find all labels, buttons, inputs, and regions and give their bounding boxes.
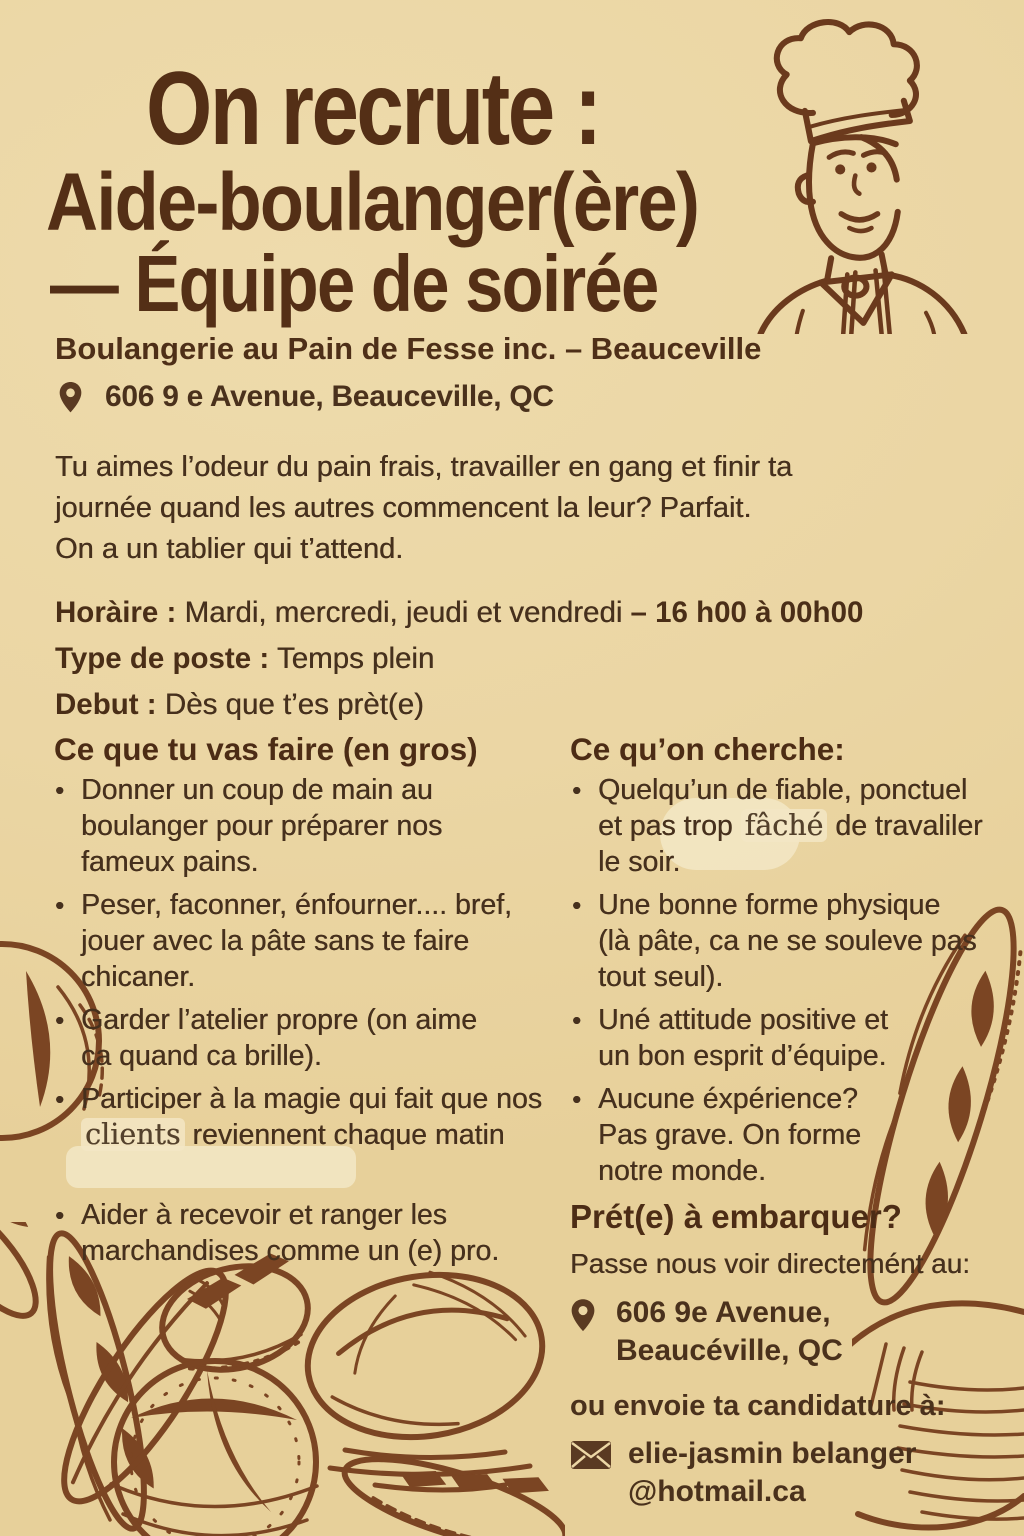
bullet-dot: [572, 1081, 598, 1189]
location-pin-icon: [58, 381, 83, 414]
list-item: • Uné attitude positive et un bon esprit d’équipe.: [572, 1002, 1012, 1074]
schedule-line: Horàire : Mardi, mercredi, jeudi et vendredi – 16 h00 à 00h00: [55, 596, 864, 629]
cta-heading: Prét(e) à embarquer?: [570, 1198, 902, 1235]
job-details: [55, 590, 863, 728]
call-to-action: [570, 1198, 1020, 1511]
start-date-line: Debut : Dès que t’es prèt(e): [55, 688, 424, 721]
list-item: • Aider à recevoir et ranger les marchandises comme un (e) pro.: [55, 1197, 555, 1269]
poster-title-line1: On recrute :: [146, 51, 600, 167]
list-item: • Participer à la magie qui fait que nos clients reviennent chaque matin: [55, 1081, 555, 1153]
list-item: • Aucune éxpérience? Pas grave. On forme notre monde.: [572, 1081, 1012, 1189]
bullet-dot: [572, 1002, 598, 1074]
cta-or-line: ou envoie ta candidature à:: [570, 1390, 946, 1422]
left-column-heading: Ce que tu vas faire (en gros): [54, 731, 478, 767]
list-item: • Donner un coup de main au boulanger pour préparer nos fameux pains.: [55, 772, 555, 880]
poster-title-line2: Aide-boulanger(ère): [46, 157, 699, 248]
job-type-line: Type de poste : Temps plein: [55, 642, 435, 675]
serif-artifact-word: clients: [81, 1118, 185, 1151]
cta-email-row: [570, 1435, 1020, 1511]
list-item: • Garder l’atelier propre (on aime ca quand ca brille).: [55, 1002, 555, 1074]
bullet-dot: [572, 772, 598, 880]
location-pin-icon: [570, 1298, 596, 1333]
list-item: • Peser, faconner, énfourner.... bref, jouer avec la pâte sans te faire chicaner.: [55, 887, 555, 995]
poster-title-line3: — Équipe de soirée: [50, 239, 658, 328]
cta-email-text: elie-jasmin belanger @hotmail.ca: [628, 1437, 917, 1508]
cta-address-row: [570, 1294, 1020, 1370]
address-row: [58, 380, 554, 414]
bullet-dot: [55, 1002, 81, 1074]
envelope-icon: [570, 1440, 612, 1470]
tasks-list: [55, 772, 555, 1276]
company-name: Boulangerie au Pain de Fesse inc. – Beauceville: [55, 331, 762, 366]
bullet-dot: [55, 772, 81, 880]
intro-line: Tu aimes l’odeur du pain frais, travailler en gang et finir ta: [55, 451, 793, 483]
cta-visit-line: Passe nous voir directemént au:: [570, 1248, 970, 1279]
intro-line: journée quand les autres commencent la leur? Parfait.: [55, 492, 752, 524]
bullet-dot: [55, 1081, 81, 1153]
list-item: • Quelqu’un de fiable, ponctuel et pas trop fâché de travaliler le soir.: [572, 772, 1012, 880]
serif-artifact-word: fâché: [741, 809, 828, 842]
bullet-dot: [55, 887, 81, 995]
baker-illustration: [742, 16, 1000, 334]
list-item: • Une bonne forme physique (là pâte, ca ne se souleve pas tout seul).: [572, 887, 1012, 995]
bullet-dot: [55, 1197, 81, 1269]
right-column-heading: Ce qu’on cherche:: [570, 731, 845, 767]
requirements-list: [572, 772, 1012, 1196]
intro-paragraph: [55, 447, 792, 570]
cta-address-text: 606 9e Avenue, Beaucéville, QC: [616, 1296, 843, 1367]
intro-line: On a un tablier qui t’attend.: [55, 533, 404, 565]
address-text: 606 9 e Avenue, Beauceville, QC: [105, 380, 554, 413]
bullet-dot: [572, 887, 598, 995]
